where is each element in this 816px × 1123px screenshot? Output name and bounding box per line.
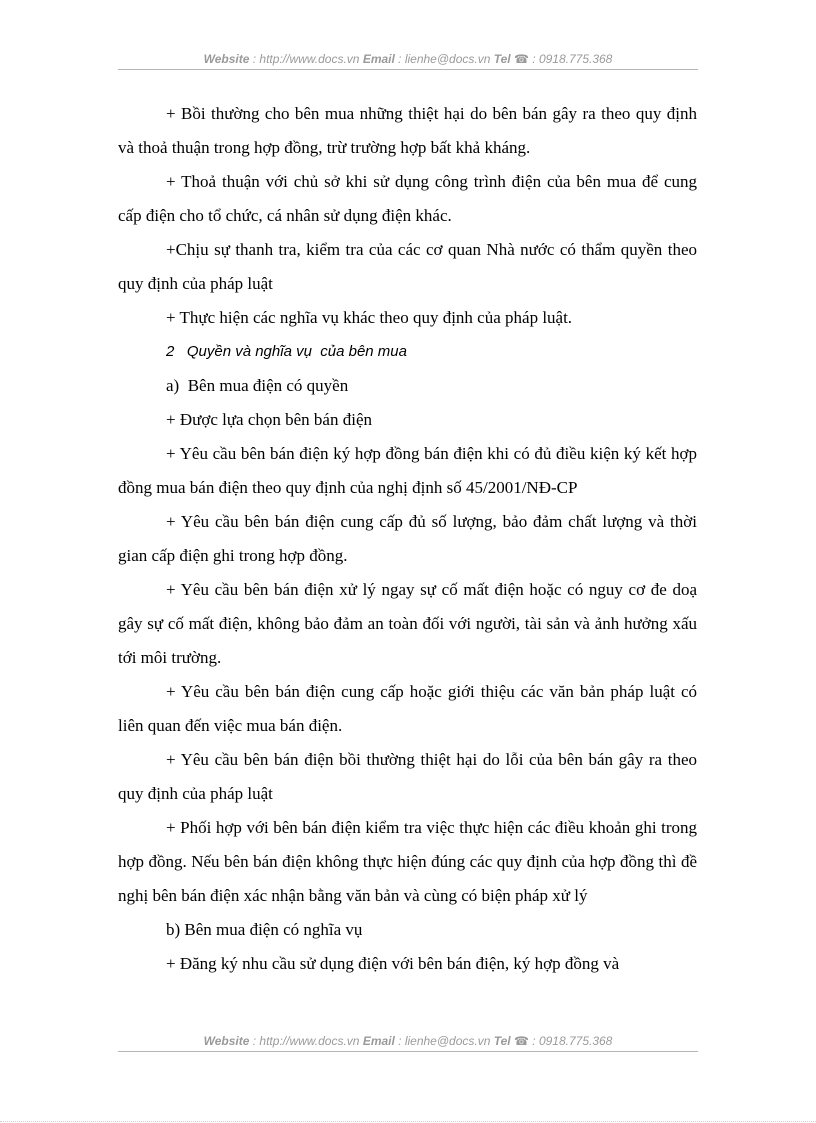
page-header	[118, 52, 698, 66]
footer-divider	[118, 1051, 698, 1052]
paragraph: + Yêu cầu bên bán điện ký hợp đồng bán điện khi có đủ điều kiện ký kết hợp đồng mua bán điện theo quy định của nghị định số 45/2001/NĐ-CP	[118, 444, 697, 497]
paragraph: + Thực hiện các nghĩa vụ khác theo quy định của pháp luật.	[166, 308, 573, 327]
paragraph: + Được lựa chọn bên bán điện	[166, 410, 373, 429]
header-website-label: Website	[203, 52, 250, 66]
footer-email-label: Email	[362, 1034, 395, 1048]
paragraph: +Chịu sự thanh tra, kiểm tra của các cơ quan Nhà nước có thẩm quyền theo quy định của pháp luật	[118, 240, 697, 293]
phone-icon: ☎	[513, 52, 529, 66]
paragraph: + Bồi thường cho bên mua những thiệt hại do bên bán gây ra theo quy định và thoả thuận trong hợp đồng, trừ trường hợp bất khả kháng.	[118, 104, 697, 157]
header-email-label: Email	[362, 52, 395, 66]
page-footer	[118, 1034, 698, 1048]
header-website-url: : http://www.docs.vn	[249, 52, 363, 66]
section-heading: 2 Quyền và nghĩa vụ của bên mua	[166, 343, 407, 360]
footer-email-address: : lienhe@docs.vn	[394, 1034, 494, 1048]
header-tel-number: : 0918.775.368	[528, 52, 613, 66]
document-body	[118, 97, 697, 981]
subsection-heading: b) Bên mua điện có nghĩa vụ	[166, 920, 363, 939]
page-edge	[0, 1121, 816, 1122]
footer-tel-number: : 0918.775.368	[528, 1034, 613, 1048]
subsection-heading: a) Bên mua điện có quyền	[166, 376, 349, 395]
phone-icon: ☎	[513, 1034, 529, 1048]
paragraph: + Yêu cầu bên bán điện cung cấp hoặc giới thiệu các văn bản pháp luật có liên quan đến việc mua bán điện.	[118, 682, 697, 735]
paragraph: + Yêu cầu bên bán điện xử lý ngay sự cố mất điện hoặc có nguy cơ đe doạ gây sự cố mất điện, không bảo đảm an toàn đối với người, tài sản và ảnh hưởng xấu tới môi trường.	[118, 580, 697, 667]
paragraph: + Đăng ký nhu cầu sử dụng điện với bên bán điện, ký hợp đồng và	[166, 954, 620, 973]
footer-website-label: Website	[203, 1034, 250, 1048]
header-email-address: : lienhe@docs.vn	[394, 52, 494, 66]
footer-tel-label: Tel	[493, 1034, 511, 1048]
paragraph: + Yêu cầu bên bán điện cung cấp đủ số lượng, bảo đảm chất lượng và thời gian cấp điện ghi trong hợp đồng.	[118, 512, 697, 565]
header-divider	[118, 69, 698, 70]
paragraph: + Phối hợp với bên bán điện kiểm tra việc thực hiện các điều khoản ghi trong hợp đồng. Nếu bên bán điện không thực hiện đúng các quy định của hợp đồng thì đề nghị bên bán điện xác nhận bằng văn bản và cùng có biện pháp xử lý	[118, 818, 697, 905]
header-tel-label: Tel	[493, 52, 511, 66]
paragraph: + Yêu cầu bên bán điện bồi thường thiệt hại do lỗi của bên bán gây ra theo quy định của pháp luật	[118, 750, 697, 803]
footer-website-url: : http://www.docs.vn	[249, 1034, 363, 1048]
paragraph: + Thoả thuận với chủ sở khi sử dụng công trình điện của bên mua để cung cấp điện cho tổ chức, cá nhân sử dụng điện khác.	[118, 172, 697, 225]
